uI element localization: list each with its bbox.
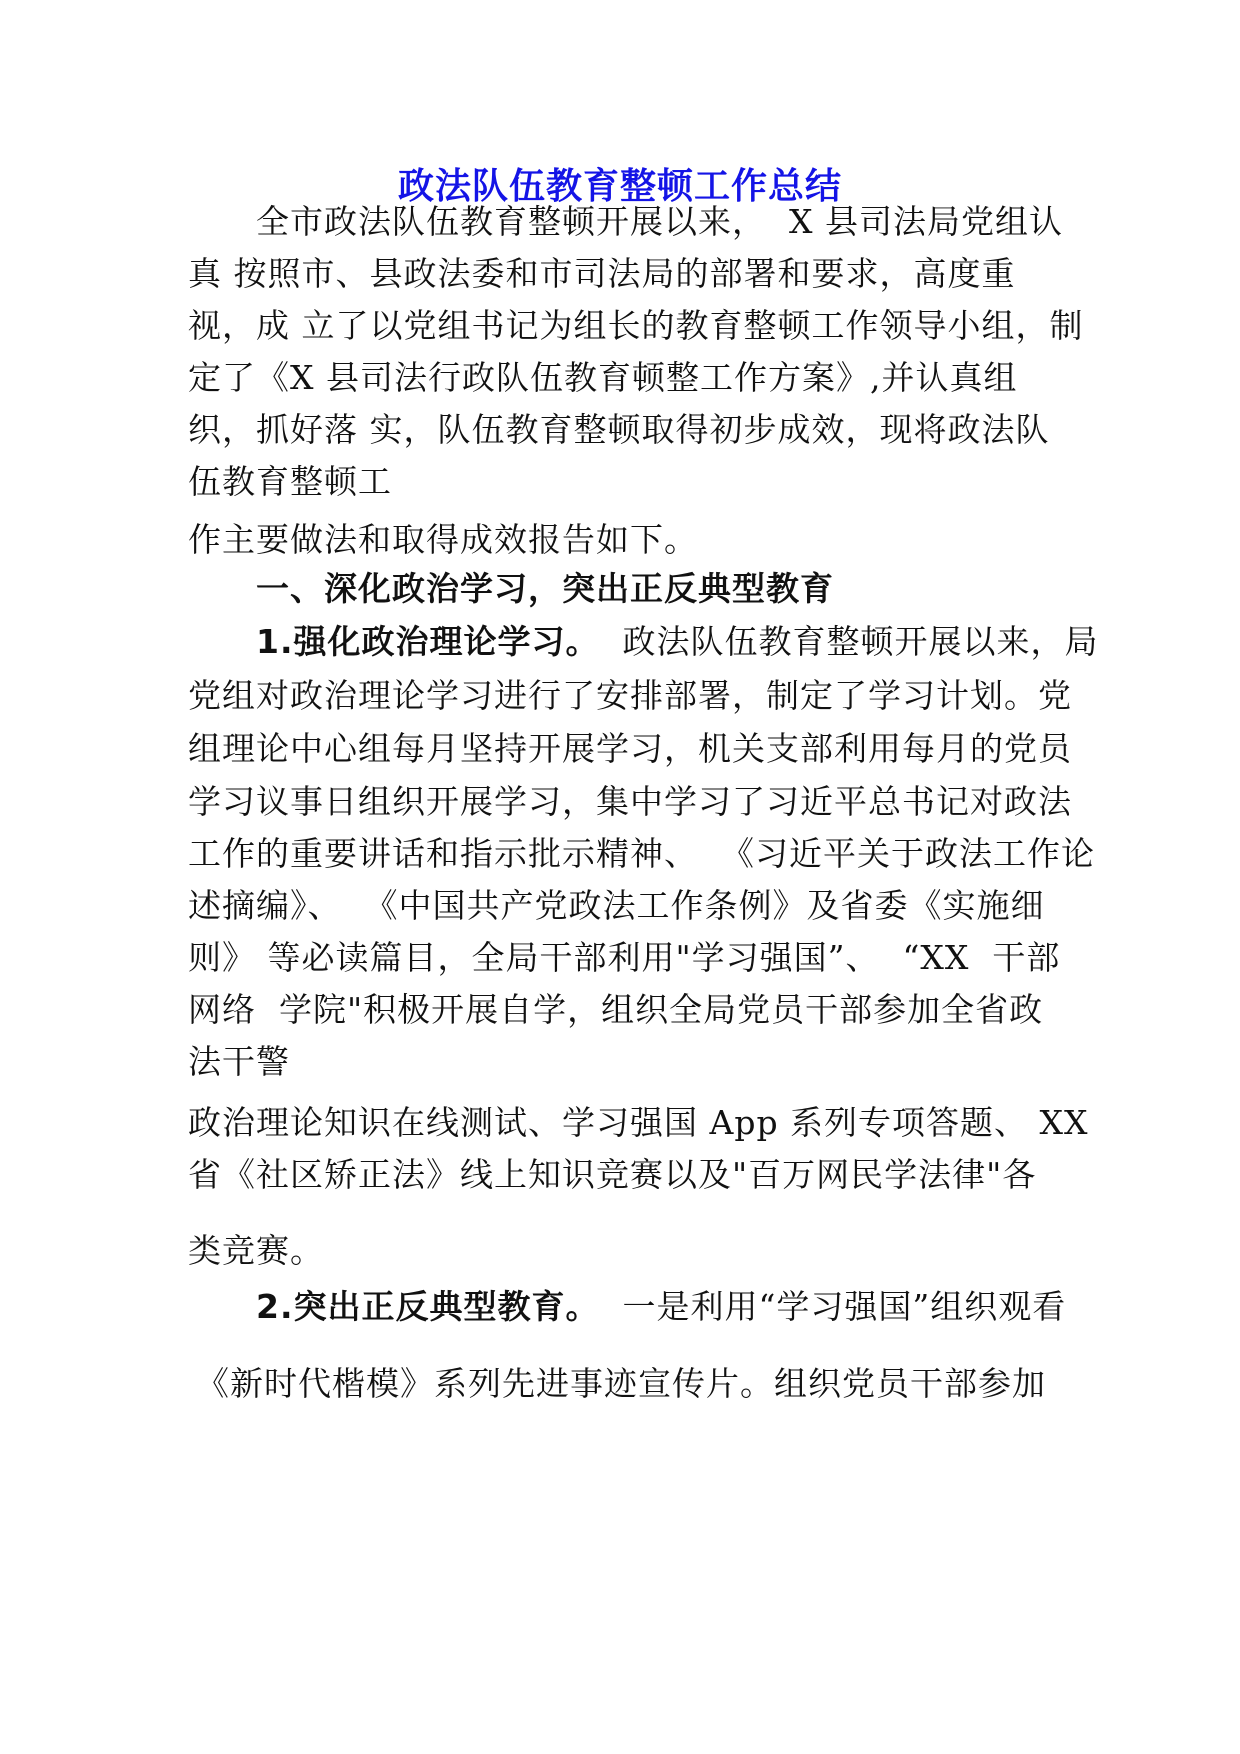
item1-line: 类竞赛。 (188, 1231, 324, 1270)
item2-first-line (256, 1287, 1066, 1327)
intro-line-2: 真 按照市、县政法委和市司法局的部署和要求，高度重 (188, 254, 1016, 293)
item1-line: 党组对政治理论学习进行了安排部署，制定了学习计划。党 (188, 676, 1072, 715)
item1-line: 省《社区矫正法》线上知识竞赛以及"百万网民学法律"各 (188, 1155, 1037, 1194)
item1-line: 学习议事日组织开展学习，集中学习了习近平总书记对政法 (188, 782, 1072, 821)
item1-line: 则》 等必读篇目，全局干部利用"学习强国”、 “XX 干部 (188, 938, 1061, 977)
item1-line: 法干警 (188, 1042, 290, 1081)
intro-line-6: 伍教育整顿工 (188, 462, 392, 501)
item2-line: 《新时代楷模》系列先进事迹宣传片。组织党员干部参加 (196, 1364, 1046, 1403)
intro-line-5: 织，抓好落 实，队伍教育整顿取得初步成效，现将政法队 (188, 410, 1050, 449)
intro-line-4: 定了《X 县司法行政队伍教育顿整工作方案》,并认真组 (188, 358, 1018, 397)
section-heading: 一、深化政治学习，突出正反典型教育 (256, 569, 834, 608)
item1-line: 网络 学院"积极开展自学，组织全局党员干部参加全省政 (188, 990, 1044, 1029)
item1-line: 政治理论知识在线测试、学习强国 App 系列专项答题、 XX (188, 1103, 1089, 1142)
item1-first-rest: 政法队伍教育整顿开展以来，局 (599, 622, 1099, 661)
intro-line-3: 视，成 立了以党组书记为组长的教育整顿工作领导小组，制 (188, 306, 1084, 345)
item1-first-line (256, 622, 1098, 662)
item1-lead: 1.强化政治理论学习。 (256, 622, 600, 661)
item1-line: 组理论中心组每月坚持开展学习，机关支部利用每月的党员 (188, 729, 1072, 768)
item1-line: 工作的重要讲话和指示批示精神、 《习近平关于政法工作论 (188, 834, 1095, 873)
item2-first-rest: 一是利用“学习强国”组织观看 (599, 1287, 1067, 1326)
item1-line: 述摘编》、 《中国共产党政法工作条例》及省委《实施细 (188, 886, 1045, 925)
intro-line-1: 全市政法队伍教育整顿开展以来， X 县司法局党组认 (256, 202, 1063, 241)
item2-lead: 2.突出正反典型教育。 (256, 1287, 600, 1326)
intro-line-7: 作主要做法和取得成效报告如下。 (188, 520, 698, 559)
document-title: 政法队伍教育整顿工作总结 (397, 166, 842, 207)
